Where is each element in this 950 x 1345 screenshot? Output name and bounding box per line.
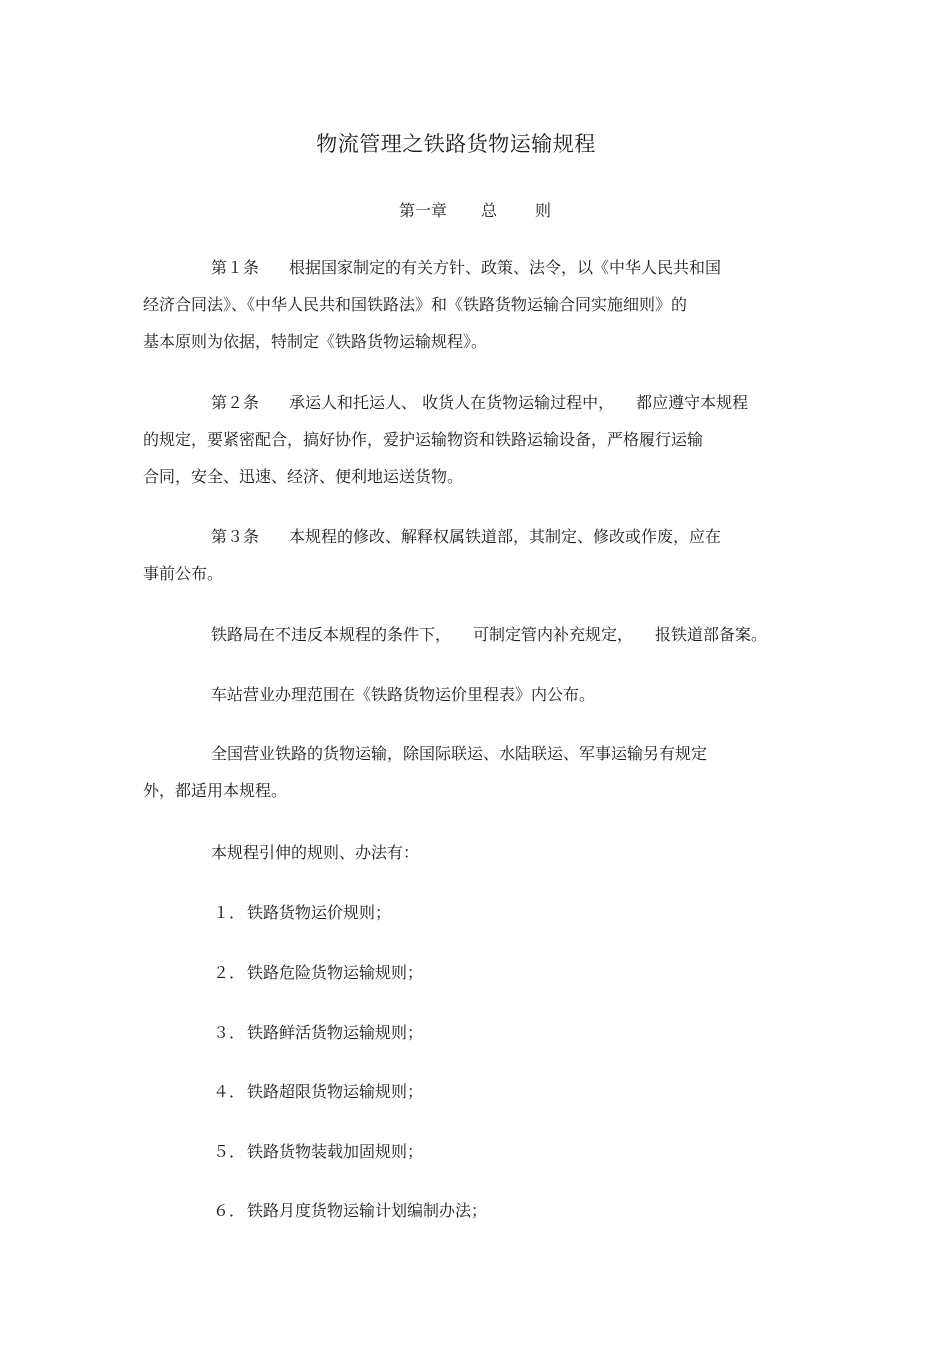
article-text-line: 承运人和托运人、 收货人在货物运输过程中， (289, 393, 615, 412)
list-text: 铁路货物装载加固规则； (247, 1142, 424, 1161)
paragraph-text: 外，都适用本规程。 (143, 781, 288, 800)
article-3 (143, 518, 803, 592)
paragraph-railway-bureau (143, 616, 803, 653)
article-label: 第３条 (211, 527, 260, 546)
paragraph-text: 报铁道部备案。 (655, 625, 768, 644)
list-number: ５． (213, 1142, 246, 1161)
article-text-line: 都应遵守本规程 (636, 393, 749, 412)
paragraph-rules-intro (143, 834, 803, 871)
chapter-name-first: 总 (480, 201, 497, 220)
paragraph-text: 铁路局在不违反本规程的条件下， (211, 625, 452, 644)
article-label: 第２条 (211, 393, 260, 412)
paragraph-scope (143, 735, 803, 809)
list-number: １． (213, 903, 246, 922)
list-item (213, 1020, 423, 1043)
list-number: ３． (213, 1023, 246, 1042)
article-1 (143, 249, 803, 360)
article-text-line: 基本原则为依据，特制定《铁路货物运输规程》。 (143, 332, 488, 351)
list-text: 铁路月度货物运输计划编制办法； (247, 1201, 488, 1220)
list-text: 铁路危险货物运输规则； (247, 963, 424, 982)
list-item (213, 1198, 487, 1221)
list-number: ２． (213, 963, 246, 982)
article-text-line: 的规定，要紧密配合，搞好协作，爱护运输物资和铁路运输设备，严格履行运输 (143, 430, 704, 449)
paragraph-text: 本规程引伸的规则、办法有： (211, 843, 420, 862)
list-number: ６． (213, 1201, 246, 1220)
chapter-number: 第一章 (398, 201, 447, 220)
chapter-name-second: 则 (535, 201, 552, 220)
article-label: 第１条 (211, 258, 260, 277)
list-text: 铁路货物运价规则； (247, 903, 392, 922)
list-text: 铁路超限货物运输规则； (247, 1082, 424, 1101)
article-text-line: 经济合同法》、《中华人民共和国铁路法》和《铁路货物运输合同实施细则》的 (143, 295, 688, 314)
list-number: ４． (213, 1082, 246, 1101)
paragraph-text: 可制定管内补充规定， (473, 625, 634, 644)
article-text-line: 合同，安全、迅速、经济、便利地运送货物。 (143, 467, 464, 486)
chapter-heading (0, 198, 950, 221)
article-2 (143, 384, 803, 495)
list-item (213, 900, 391, 923)
article-text-line: 根据国家制定的有关方针、政策、法令，以《中华人民共和国 (289, 258, 722, 277)
paragraph-text: 全国营业铁路的货物运输，除国际联运、水陆联运、军事运输另有规定 (211, 744, 708, 763)
article-text-line: 事前公布。 (143, 564, 224, 583)
list-item (213, 1139, 423, 1162)
list-text: 铁路鲜活货物运输规则； (247, 1023, 424, 1042)
document-title: 物流管理之铁路货物运输规程 (316, 132, 596, 156)
list-item (213, 960, 423, 983)
list-item (213, 1079, 423, 1102)
paragraph-station-business (143, 676, 803, 713)
article-text-line: 本规程的修改、解释权属铁道部，其制定、修改或作废，应在 (289, 527, 722, 546)
paragraph-text: 车站营业办理范围在《铁路货物运价里程表》内公布。 (211, 685, 596, 704)
